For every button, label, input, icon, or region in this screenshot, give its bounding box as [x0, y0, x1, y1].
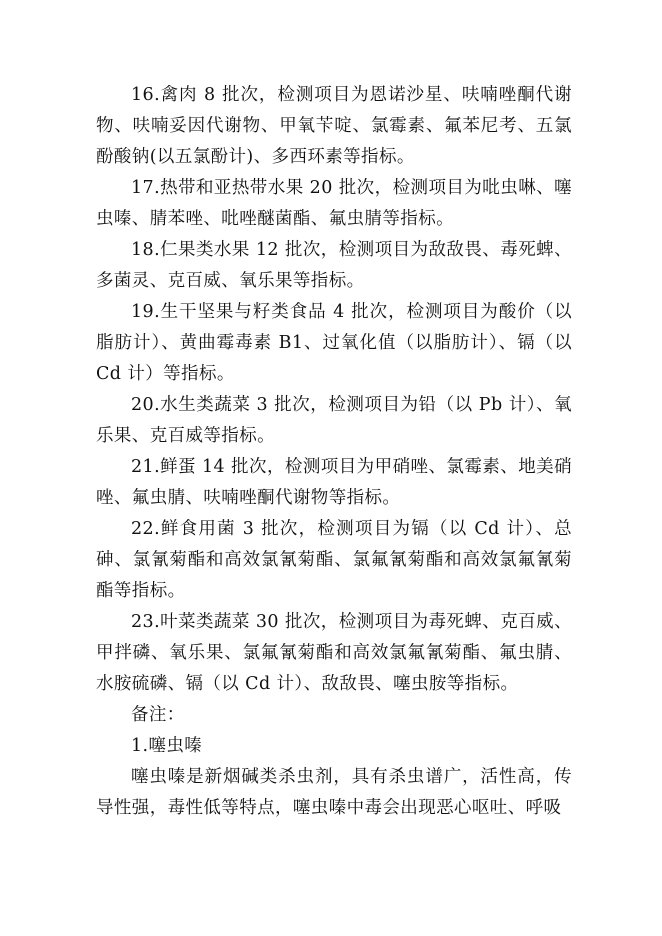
remarks-heading: 备注： [131, 705, 185, 725]
document-page [96, 80, 572, 824]
paragraph-item-20: 20.水生类蔬菜 3 批次，检测项目为铅（以 Pb 计）、氧乐果、克百威等指标。 [96, 395, 572, 446]
paragraph-item-23: 23.叶菜类蔬菜 30 批次，检测项目为毒死蜱、克百威、甲拌磷、氧乐果、氯氟氰菊酯和高效氯氟氰菊酯、氟虫腈、水胺硫磷、镉（以 Cd 计）、敌敌畏、噻虫胺等指标。 [96, 612, 572, 694]
paragraph-item-16: 16.禽肉 8 批次，检测项目为恩诺沙星、呋喃唑酮代谢物、呋喃妥因代谢物、甲氧苄啶、氯霉素、氟苯尼考、五氯酚酸钠(以五氯酚计)、多西环素等指标。 [96, 85, 572, 167]
paragraph-item-18: 18.仁果类水果 12 批次，检测项目为敌敌畏、毒死蜱、多菌灵、克百威、氧乐果等指标。 [96, 240, 572, 291]
paragraph-item-21: 21.鲜蛋 14 批次，检测项目为甲硝唑、氯霉素、地美硝唑、氟虫腈、呋喃唑酮代谢物等指标。 [96, 457, 572, 508]
remark-body-thiamethoxam: 噻虫嗪是新烟碱类杀虫剂，具有杀虫谱广，活性高，传导性强，毒性低等特点，噻虫嗪中毒会出现恶心呕吐、呼吸 [96, 767, 572, 818]
paragraph-item-19: 19.生干坚果与籽类食品 4 批次，检测项目为酸价（以脂肪计）、黄曲霉毒素 B1、过氧化值（以脂肪计）、镉（以 Cd 计）等指标。 [96, 302, 572, 384]
paragraph-item-17: 17.热带和亚热带水果 20 批次，检测项目为吡虫啉、噻虫嗪、腈苯唑、吡唑醚菌酯、氟虫腈等指标。 [96, 178, 572, 229]
remark-title-thiamethoxam: 1.噻虫嗪 [131, 736, 203, 756]
paragraph-item-22: 22.鲜食用菌 3 批次，检测项目为镉（以 Cd 计）、总砷、氯氰菊酯和高效氯氰菊酯、氯氟氰菊酯和高效氯氟氰菊酯等指标。 [96, 519, 572, 601]
